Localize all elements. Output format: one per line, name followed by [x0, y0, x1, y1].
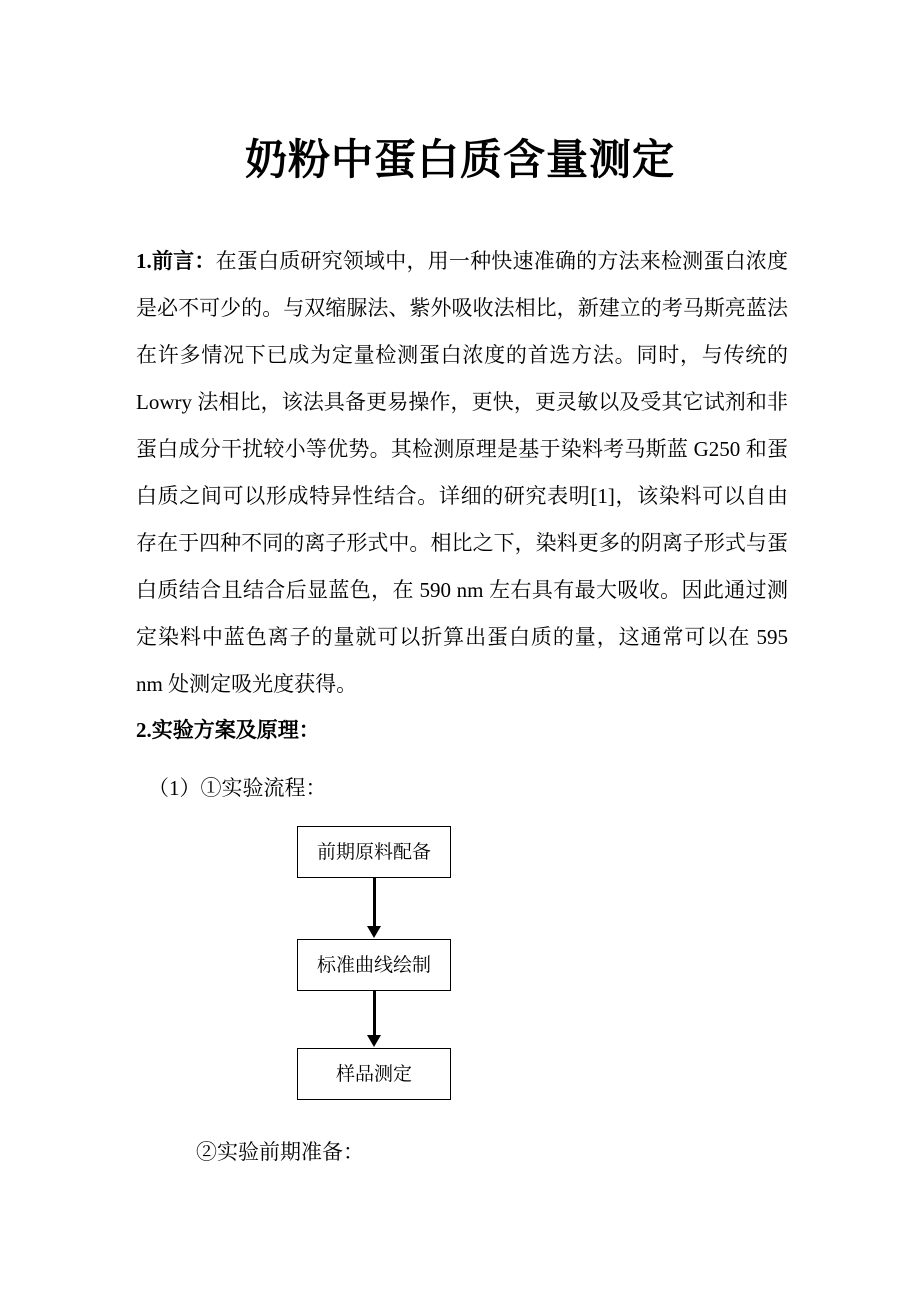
flowchart-step-1-label: 前期原料配备 [316, 841, 431, 863]
intro-paragraph [136, 238, 788, 708]
flowchart-step-1 [297, 826, 451, 878]
flowchart-step-2 [297, 939, 451, 991]
experiment-flowchart [297, 826, 453, 1100]
intro-body-text: 在蛋白质研究领域中，用一种快速准确的方法来检测蛋白浓度是必不可少的。与双缩脲法、紫外吸收法相比，新建立的考马斯亮蓝法在许多情况下已成为定量检测蛋白浓度的首选方法。同时，与传统的 Lowry 法相比，该法具备更易操作，更快，更灵敏以及受其它试剂和非蛋白成分干扰较小等优势。其检测原理是基于染料考马斯蓝 G250 和蛋白质之间可以形成特异性结合。详细的研究表明[1]，该染料可以自由存在于四种不同的离子形式中。相比之下，染料更多的阴离子形式与蛋白质结合且结合后显蓝色，在 590 nm 左右具有最大吸收。因此通过测定染料中蓝色离子的量就可以折算出蛋白质的量，这通常可以在 595 nm 处测定吸光度获得。 [136, 249, 789, 696]
flowchart-step-2-label: 标准曲线绘制 [316, 954, 431, 976]
section-heading-experiment-scheme: 2.实验方案及原理： [136, 718, 320, 742]
intro-label: 1.前言： [136, 249, 216, 273]
arrow-shaft [373, 878, 376, 928]
flowchart-step-3 [297, 1048, 451, 1100]
sub-item-experiment-preparation: ②实验前期准备： [196, 1140, 364, 1164]
intro-section [136, 238, 788, 708]
flowchart-step-3-label: 样品测定 [335, 1063, 412, 1085]
sub-item-experiment-flow: （1）①实验流程： [148, 776, 327, 800]
arrow-shaft [373, 991, 376, 1037]
page-title: 奶粉中蛋白质含量测定 [244, 138, 675, 185]
arrow-head-icon [367, 926, 381, 938]
arrow-head-icon [367, 1035, 381, 1047]
